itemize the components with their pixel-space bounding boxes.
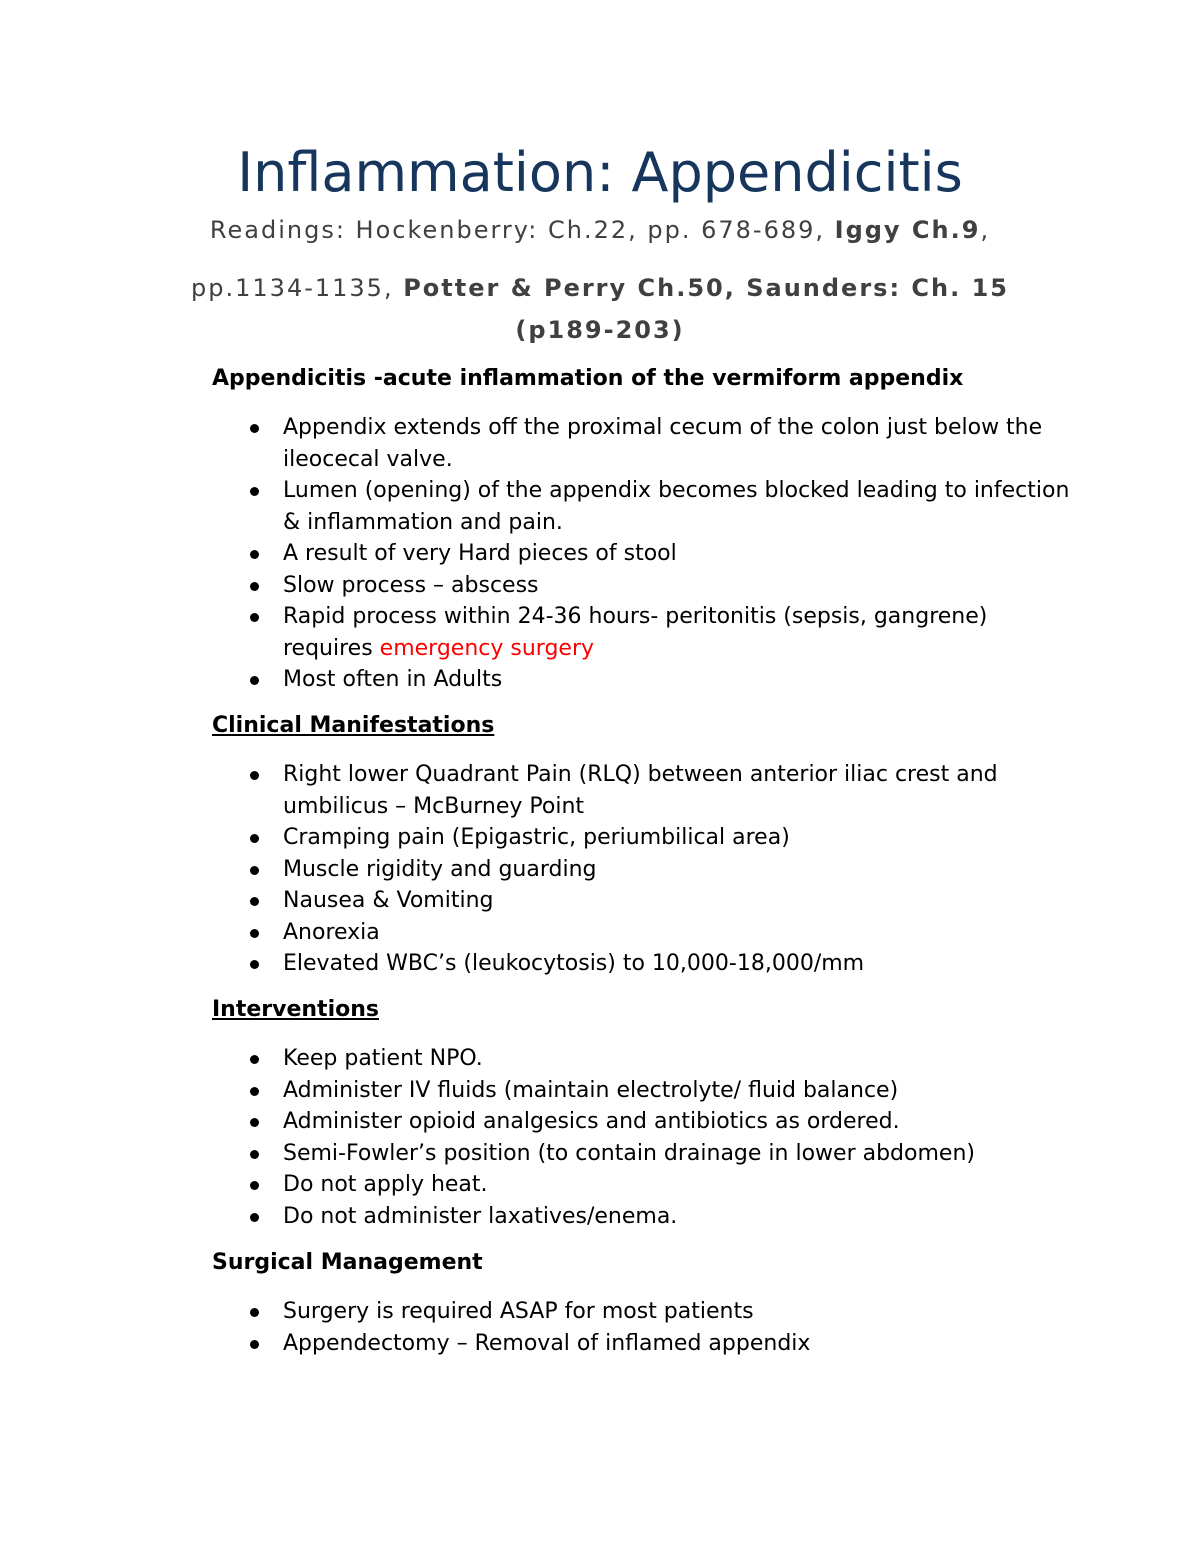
clinical-heading: Clinical Manifestations (212, 713, 495, 738)
list-item: Most often in Adults (212, 664, 1072, 696)
list-item: Do not apply heat. (212, 1169, 1072, 1201)
list-item: Slow process – abscess (212, 570, 1072, 602)
readings-potter-saunders: Potter & Perry Ch.50, Saunders: Ch. 15 (403, 274, 1009, 302)
list-item: Administer IV fluids (maintain electrolyte/ fluid balance) (212, 1075, 1072, 1107)
rapid-process-text: Rapid process within 24-36 hours- peritonitis (sepsis, gangrene) requires (283, 604, 988, 661)
readings-line (130, 208, 1070, 352)
interventions-list (212, 1043, 1072, 1232)
definition-list (212, 412, 1072, 696)
list-item: A result of very Hard pieces of stool (212, 538, 1072, 570)
surgical-heading: Surgical Management (212, 1250, 483, 1275)
emergency-surgery-emphasis: emergency surgery (379, 635, 595, 661)
page-title: Inflammation: Appendicitis (237, 141, 963, 204)
list-item: Administer opioid analgesics and antibiotics as ordered. (212, 1106, 1072, 1138)
list-item: Lumen (opening) of the appendix becomes blocked leading to infection & inflammation and pain. (212, 475, 1072, 538)
interventions-section (212, 995, 1072, 1232)
list-item: Cramping pain (Epigastric, periumbilical area) (212, 822, 1072, 854)
list-item: Elevated WBC’s (leukocytosis) to 10,000-18,000/mm (212, 948, 1072, 980)
list-item: Appendix extends off the proximal cecum of the colon just below the ileocecal valve. (212, 412, 1072, 475)
list-item: Semi-Fowler’s position (to contain drainage in lower abdomen) (212, 1138, 1072, 1170)
readings-row-2 (130, 266, 1070, 310)
readings-iggy: Iggy Ch.9 (834, 216, 981, 244)
list-item: Keep patient NPO. (212, 1043, 1072, 1075)
surgical-list (212, 1296, 1072, 1359)
clinical-section (212, 711, 1072, 980)
list-item: Right lower Quadrant Pain (RLQ) between anterior iliac crest and umbilicus – McBurney Point (212, 759, 1072, 822)
list-item: Anorexia (212, 917, 1072, 949)
readings-pages: pp.1134-1135, (191, 274, 404, 302)
definition-heading: Appendicitis -acute inflammation of the vermiform appendix (212, 366, 964, 391)
list-item: Appendectomy – Removal of inflamed appendix (212, 1328, 1072, 1360)
surgical-section (212, 1248, 1072, 1359)
list-item: Do not administer laxatives/enema. (212, 1201, 1072, 1233)
readings-row-3: (p189-203) (515, 316, 685, 344)
readings-comma: , (980, 216, 991, 244)
list-item (212, 601, 1072, 664)
interventions-heading: Interventions (212, 997, 379, 1022)
readings-hockenberry: Readings: Hockenberry: Ch.22, pp. 678-689, (209, 216, 835, 244)
list-item: Muscle rigidity and guarding (212, 854, 1072, 886)
list-item: Surgery is required ASAP for most patients (212, 1296, 1072, 1328)
definition-section (212, 364, 1072, 696)
readings-row-1 (130, 208, 1070, 252)
list-item: Nausea & Vomiting (212, 885, 1072, 917)
clinical-list (212, 759, 1072, 980)
